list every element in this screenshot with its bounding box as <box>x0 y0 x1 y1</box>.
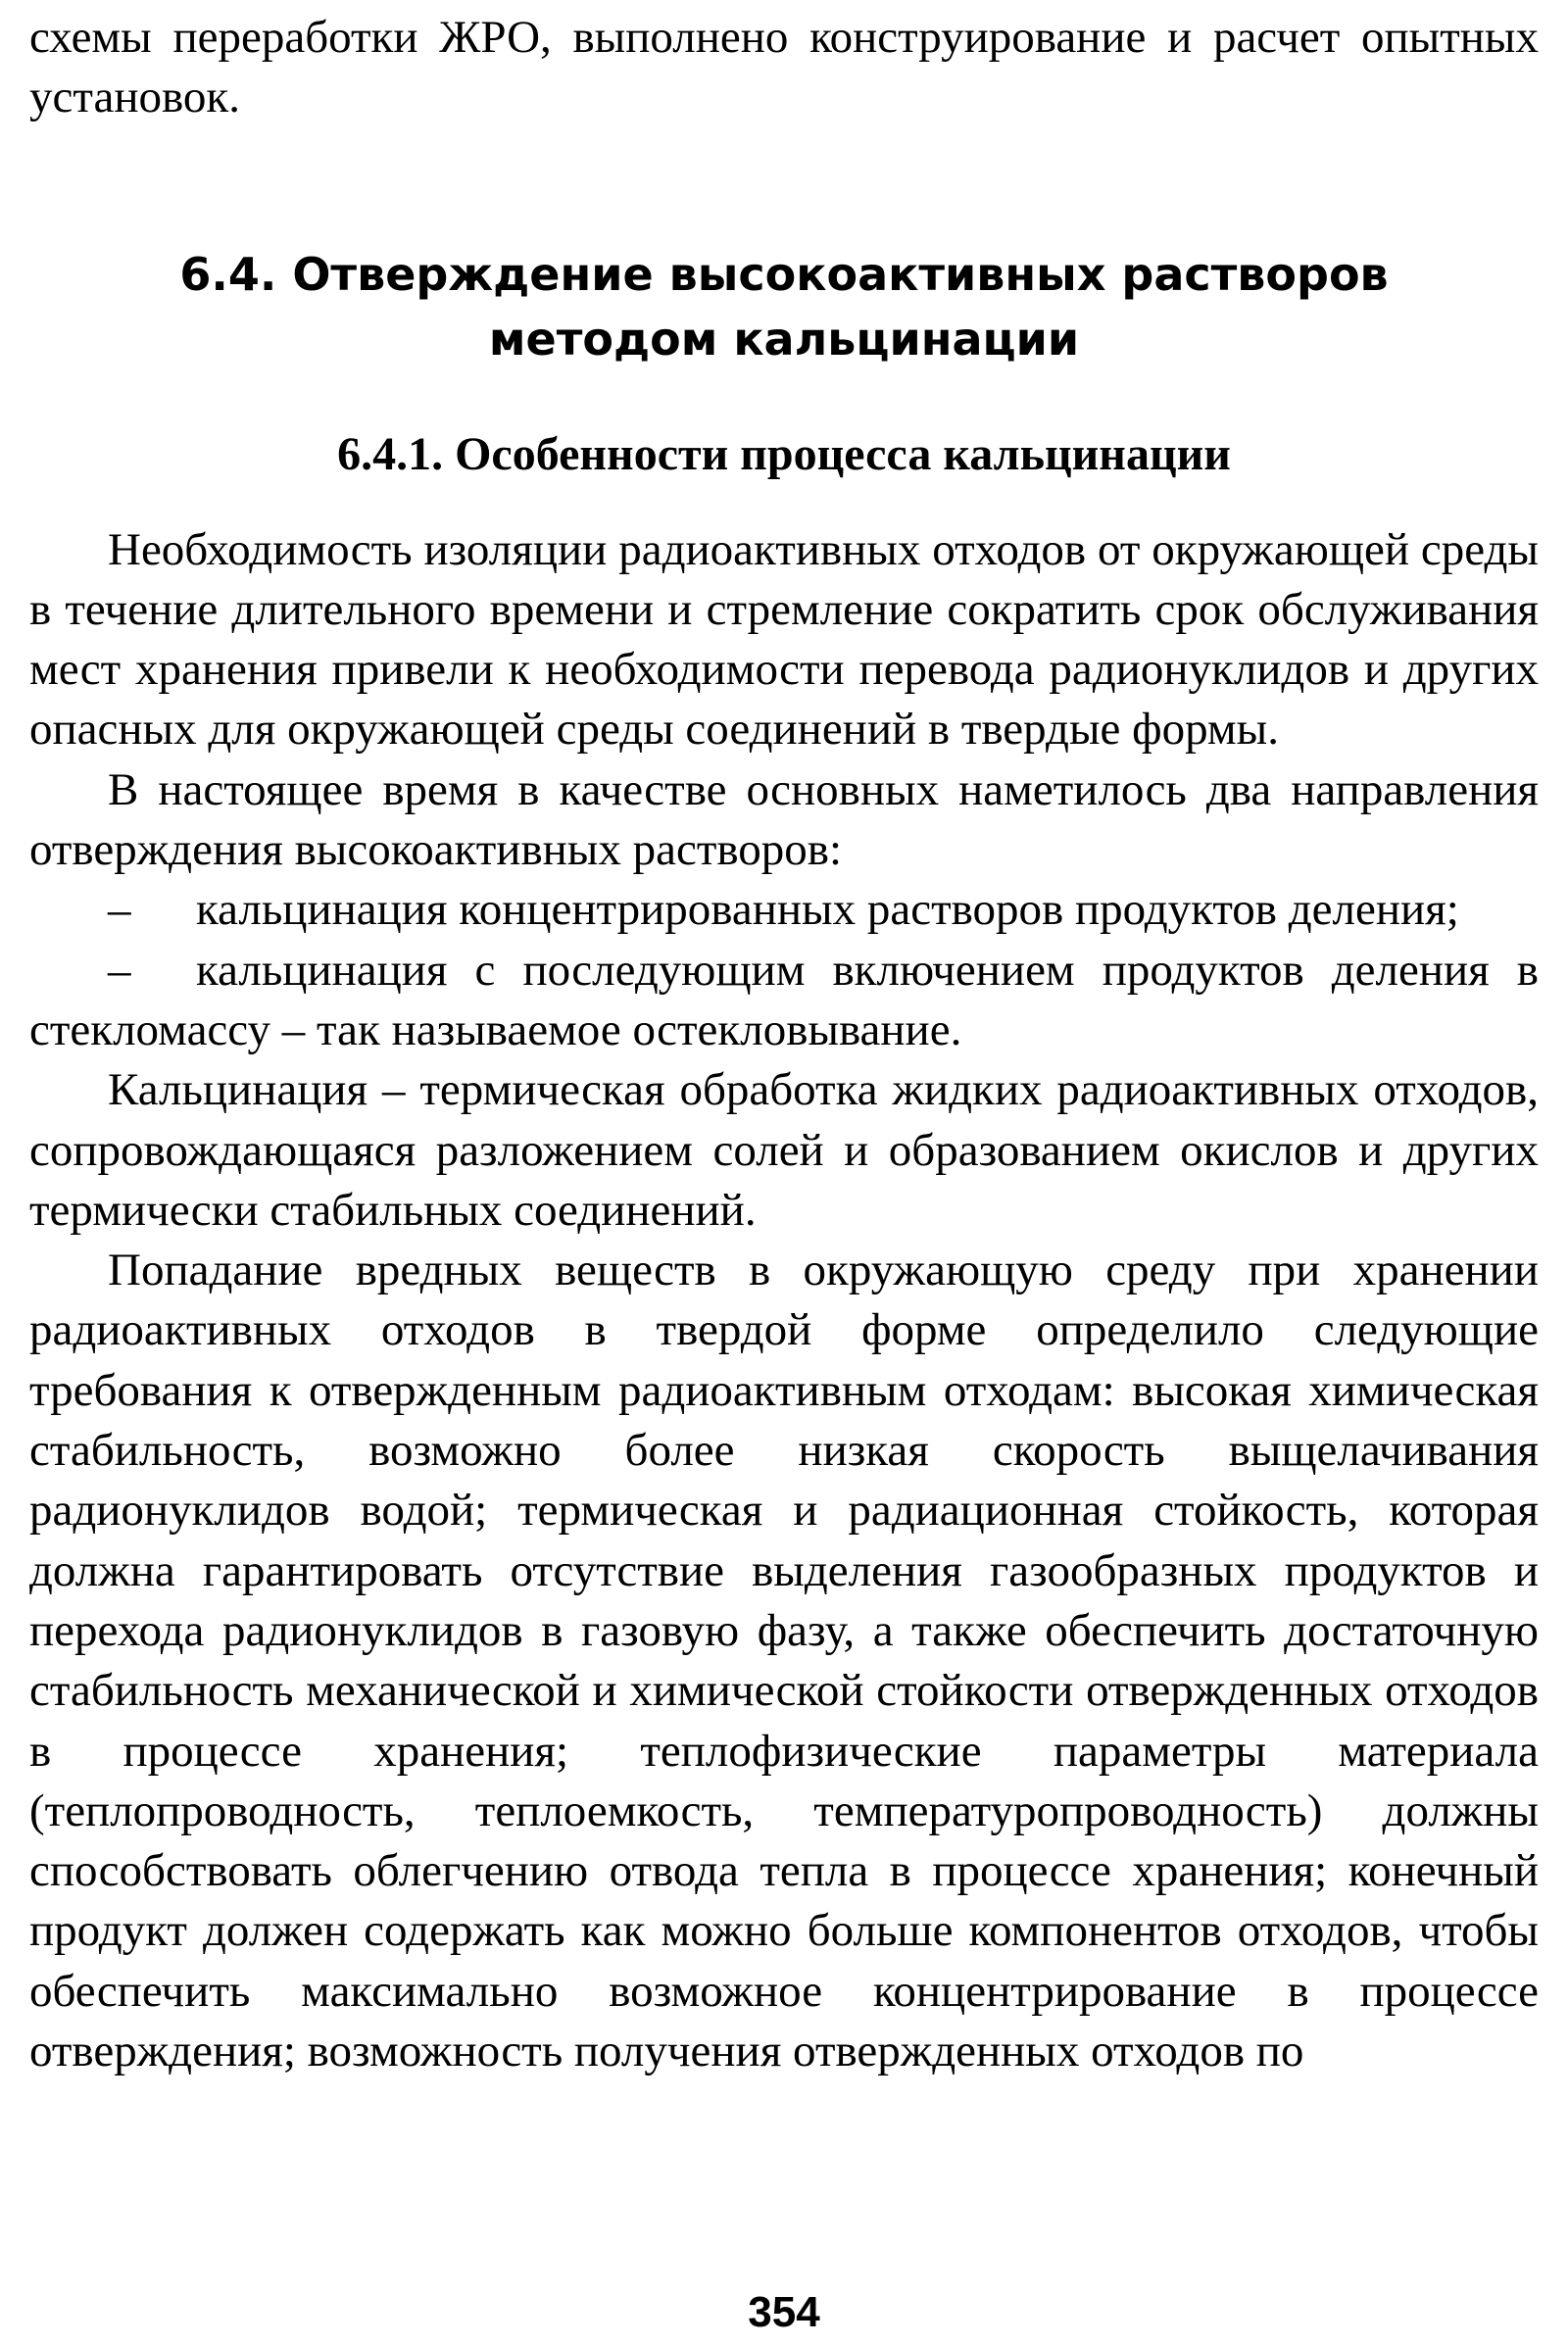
list-dash: – <box>108 944 131 996</box>
continuation-paragraph: схемы переработки ЖРО, выполнено конструирование и расчет опытных установок. <box>29 12 1539 123</box>
list-item-2-text: кальцинация с последующим включением продуктов деления в стекломассу – так называемое остекловывание. <box>29 944 1539 1055</box>
list-item-1 <box>29 880 1539 940</box>
list-item-1-text: кальцинация концентрированных растворов продуктов деления; <box>196 884 1459 936</box>
paragraph-3: Кальцинация – термическая обработка жидких радиоактивных отходов, сопровождающаяся разложением солей и образованием окислов и других термически стабильных соединений. <box>29 1064 1539 1236</box>
section-title-line-2: методом кальцинации <box>488 312 1080 366</box>
paragraph-1: Необходимость изоляции радиоактивных отходов от окружающей среды в течение длительного времени и стремление сократить срок обслуживания мест хранения привели к необходимости перевода радионуклидов и других опасных для окружающей среды соединений в твердые формы. <box>29 523 1539 756</box>
list-item-2 <box>29 941 1539 1061</box>
page-number: 354 <box>748 2288 820 2336</box>
section-title <box>29 242 1539 371</box>
section-title-line-1: 6.4. Отверждение высокоактивных растворов <box>179 247 1389 301</box>
subsection-title: 6.4.1. Особенности процесса кальцинации <box>337 427 1231 480</box>
list-dash: – <box>108 884 131 936</box>
page-body <box>29 8 1539 2081</box>
paragraph-2: В настоящее время в качестве основных наметилось два направления отверждения высокоактивных растворов: <box>29 763 1539 876</box>
paragraph-4: Попадание вредных веществ в окружающую среду при хранении радиоактивных отходов в твердой форме определило следующие требования к отвержденным радиоактивным отходам: высокая химическая стабильность, возможно более низкая скорость выщелачивания радионуклидов водой; термическая и радиационная стойкость, которая должна гарантировать отсутствие выделения газообразных продуктов и перехода радионуклидов в газовую фазу, а также обеспечить достаточную стабильность механической и химической стойкости отвержденных отходов в процессе хранения; теплофизические параметры материала (теплопроводность, теплоемкость, температуропроводность) должны способствовать облегчению отвода тепла в процессе хранения; конечный продукт должен содержать как можно больше компонентов отходов, чтобы обеспечить максимально возможное концентрирование в процессе отверждения; возможность получения отвержденных отходов по <box>29 1245 1539 2077</box>
